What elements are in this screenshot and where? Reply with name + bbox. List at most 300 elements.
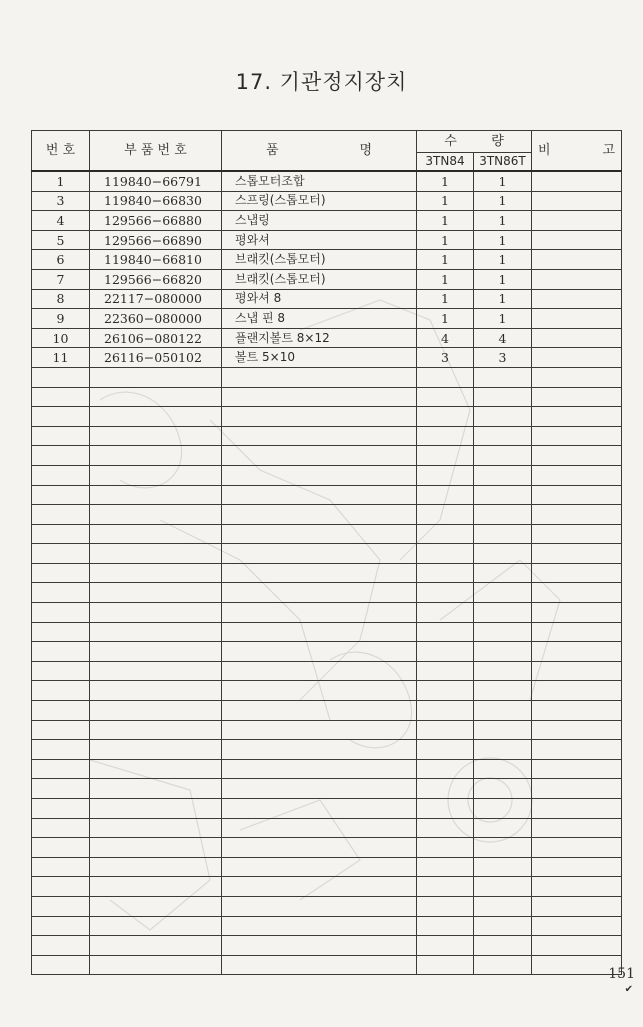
cell-part-no: [90, 759, 222, 779]
table-row: [32, 857, 622, 877]
table-row: [32, 211, 622, 231]
cell-qty-a: [417, 465, 474, 485]
table-row: [32, 309, 622, 329]
header-qty: [417, 131, 532, 153]
cell-no: [32, 916, 90, 936]
cell-name: [222, 740, 417, 760]
cell-qty-b: [474, 701, 532, 721]
parts-table: [31, 130, 622, 975]
cell-qty-b: [474, 955, 532, 975]
cell-no: 10: [32, 328, 90, 348]
page-title: 17. 기관정지장치: [235, 70, 408, 94]
cell-name: 플랜지볼트 8×12: [222, 328, 417, 348]
cell-remark: [532, 818, 622, 838]
cell-qty-b: 1: [474, 309, 532, 329]
cell-remark: [532, 661, 622, 681]
cell-no: 1: [32, 171, 90, 191]
cell-no: [32, 681, 90, 701]
cell-remark: [532, 387, 622, 407]
table-row: [32, 896, 622, 916]
cell-qty-a: 1: [417, 171, 474, 191]
cell-part-no: [90, 955, 222, 975]
cell-remark: [532, 171, 622, 191]
cell-name: [222, 367, 417, 387]
cell-no: [32, 524, 90, 544]
table-row: [32, 701, 622, 721]
cell-qty-a: [417, 563, 474, 583]
cell-name: [222, 387, 417, 407]
cell-name: [222, 936, 417, 956]
cell-remark: [532, 936, 622, 956]
table-row: [32, 387, 622, 407]
cell-qty-a: [417, 701, 474, 721]
cell-name: [222, 896, 417, 916]
cell-remark: [532, 250, 622, 270]
cell-name: [222, 524, 417, 544]
cell-remark: [532, 583, 622, 603]
cell-name: 평와셔: [222, 230, 417, 250]
table-header: [32, 131, 622, 172]
cell-remark: [532, 211, 622, 231]
cell-part-no: 22360−080000: [90, 309, 222, 329]
cell-name: 브래킷(스톱모터): [222, 269, 417, 289]
table-row: [32, 818, 622, 838]
cell-no: [32, 818, 90, 838]
cell-qty-b: [474, 622, 532, 642]
cell-qty-a: 1: [417, 269, 474, 289]
cell-qty-b: 1: [474, 211, 532, 231]
cell-qty-a: [417, 505, 474, 525]
cell-part-no: 26116−050102: [90, 348, 222, 368]
cell-name: [222, 426, 417, 446]
cell-remark: [532, 759, 622, 779]
cell-qty-b: [474, 936, 532, 956]
cell-qty-b: [474, 759, 532, 779]
table-row: [32, 407, 622, 427]
cell-part-no: [90, 877, 222, 897]
cell-qty-b: [474, 505, 532, 525]
cell-qty-b: [474, 740, 532, 760]
table-row: [32, 838, 622, 858]
cell-no: [32, 740, 90, 760]
cell-name: [222, 661, 417, 681]
cell-name: [222, 681, 417, 701]
cell-qty-b: 3: [474, 348, 532, 368]
cell-no: 4: [32, 211, 90, 231]
cell-part-no: [90, 407, 222, 427]
cell-qty-a: [417, 955, 474, 975]
cell-part-no: [90, 544, 222, 564]
table-row: [32, 603, 622, 623]
cell-name: 스냅링: [222, 211, 417, 231]
cell-qty-b: [474, 857, 532, 877]
cell-part-no: [90, 740, 222, 760]
cell-no: [32, 622, 90, 642]
cell-no: [32, 701, 90, 721]
cell-qty-a: 1: [417, 191, 474, 211]
cell-part-no: [90, 505, 222, 525]
cell-part-no: [90, 524, 222, 544]
cell-qty-b: 1: [474, 289, 532, 309]
table-row: [32, 877, 622, 897]
cell-qty-a: 1: [417, 289, 474, 309]
table-row: [32, 642, 622, 662]
table-row: [32, 779, 622, 799]
cell-qty-b: [474, 485, 532, 505]
cell-part-no: 22117−080000: [90, 289, 222, 309]
cell-qty-a: [417, 779, 474, 799]
table-row: [32, 465, 622, 485]
cell-remark: [532, 407, 622, 427]
table-row: [32, 622, 622, 642]
cell-name: [222, 701, 417, 721]
cell-qty-a: 1: [417, 211, 474, 231]
cell-no: [32, 857, 90, 877]
cell-name: [222, 857, 417, 877]
cell-remark: [532, 289, 622, 309]
cell-part-no: [90, 916, 222, 936]
cell-no: [32, 642, 90, 662]
cell-qty-a: [417, 446, 474, 466]
cell-qty-a: [417, 387, 474, 407]
cell-name: [222, 642, 417, 662]
table-row: [32, 759, 622, 779]
cell-remark: [532, 367, 622, 387]
cell-qty-a: [417, 583, 474, 603]
cell-part-no: [90, 583, 222, 603]
cell-part-no: [90, 563, 222, 583]
cell-part-no: 26106−080122: [90, 328, 222, 348]
cell-no: [32, 720, 90, 740]
cell-remark: [532, 799, 622, 819]
cell-qty-b: [474, 407, 532, 427]
cell-no: [32, 367, 90, 387]
cell-qty-b: 1: [474, 191, 532, 211]
cell-no: [32, 505, 90, 525]
table-row: [32, 720, 622, 740]
cell-qty-a: 3: [417, 348, 474, 368]
cell-qty-a: [417, 426, 474, 446]
cell-qty-a: [417, 838, 474, 858]
cell-qty-a: [417, 799, 474, 819]
table-row: [32, 230, 622, 250]
cell-qty-b: [474, 799, 532, 819]
cell-part-no: [90, 426, 222, 446]
page-corner-mark: ✔: [624, 984, 633, 995]
cell-remark: [532, 877, 622, 897]
cell-qty-a: [417, 936, 474, 956]
cell-part-no: [90, 465, 222, 485]
table-row: [32, 583, 622, 603]
cell-name: [222, 583, 417, 603]
cell-part-no: [90, 367, 222, 387]
header-qty-right: 량: [491, 134, 504, 149]
cell-part-no: [90, 681, 222, 701]
cell-qty-a: 4: [417, 328, 474, 348]
cell-part-no: 129566−66890: [90, 230, 222, 250]
cell-qty-b: [474, 367, 532, 387]
cell-qty-a: [417, 622, 474, 642]
header-remark-left: 비: [538, 143, 551, 158]
cell-remark: [532, 544, 622, 564]
table-row: [32, 740, 622, 760]
cell-part-no: [90, 936, 222, 956]
cell-name: [222, 563, 417, 583]
header-no: 번 호: [32, 131, 90, 172]
cell-name: [222, 916, 417, 936]
cell-remark: [532, 603, 622, 623]
cell-name: [222, 465, 417, 485]
cell-remark: [532, 524, 622, 544]
table-row: [32, 799, 622, 819]
cell-part-no: [90, 661, 222, 681]
cell-qty-b: [474, 877, 532, 897]
cell-part-no: 119840−66810: [90, 250, 222, 270]
cell-no: [32, 779, 90, 799]
cell-remark: [532, 896, 622, 916]
cell-qty-a: [417, 407, 474, 427]
cell-no: [32, 896, 90, 916]
table-row: [32, 367, 622, 387]
cell-remark: [532, 269, 622, 289]
cell-name: 스톱모터조합: [222, 171, 417, 191]
table-row: [32, 485, 622, 505]
cell-qty-a: [417, 740, 474, 760]
cell-qty-b: [474, 779, 532, 799]
cell-name: [222, 955, 417, 975]
table-row: [32, 916, 622, 936]
cell-no: 11: [32, 348, 90, 368]
cell-qty-b: [474, 681, 532, 701]
cell-qty-b: [474, 465, 532, 485]
header-remark-right: 고: [602, 143, 615, 158]
cell-name: [222, 603, 417, 623]
cell-qty-a: [417, 818, 474, 838]
cell-qty-b: 1: [474, 171, 532, 191]
cell-qty-b: [474, 642, 532, 662]
cell-part-no: [90, 896, 222, 916]
header-model-b: 3TN86T: [474, 153, 532, 172]
cell-qty-b: [474, 818, 532, 838]
cell-qty-b: [474, 583, 532, 603]
header-name-left: 품: [266, 143, 279, 158]
cell-part-no: 129566−66820: [90, 269, 222, 289]
cell-remark: [532, 701, 622, 721]
cell-qty-b: [474, 446, 532, 466]
cell-qty-b: [474, 524, 532, 544]
cell-part-no: 129566−66880: [90, 211, 222, 231]
cell-part-no: [90, 720, 222, 740]
cell-no: [32, 603, 90, 623]
cell-remark: [532, 485, 622, 505]
cell-remark: [532, 505, 622, 525]
cell-name: [222, 877, 417, 897]
table-row: [32, 250, 622, 270]
cell-qty-a: [417, 524, 474, 544]
cell-qty-a: [417, 896, 474, 916]
cell-part-no: [90, 779, 222, 799]
cell-qty-b: [474, 661, 532, 681]
header-remark: [532, 131, 622, 172]
cell-no: [32, 661, 90, 681]
table-row: [32, 328, 622, 348]
cell-no: [32, 407, 90, 427]
cell-name: 스냅 핀 8: [222, 309, 417, 329]
cell-no: [32, 465, 90, 485]
cell-no: [32, 955, 90, 975]
header-part-no: 부 품 번 호: [90, 131, 222, 172]
table-row: [32, 681, 622, 701]
cell-name: [222, 544, 417, 564]
cell-name: [222, 818, 417, 838]
cell-qty-b: [474, 720, 532, 740]
cell-part-no: [90, 701, 222, 721]
cell-remark: [532, 191, 622, 211]
cell-part-no: [90, 799, 222, 819]
cell-qty-b: 4: [474, 328, 532, 348]
cell-remark: [532, 465, 622, 485]
cell-no: [32, 426, 90, 446]
cell-no: [32, 544, 90, 564]
cell-qty-a: 1: [417, 250, 474, 270]
cell-no: 3: [32, 191, 90, 211]
cell-qty-a: [417, 367, 474, 387]
cell-remark: [532, 720, 622, 740]
cell-part-no: 119840−66830: [90, 191, 222, 211]
table-body: [32, 171, 622, 975]
cell-qty-a: [417, 661, 474, 681]
cell-qty-a: [417, 544, 474, 564]
cell-qty-b: 1: [474, 250, 532, 270]
cell-no: [32, 583, 90, 603]
table-row: [32, 524, 622, 544]
cell-name: [222, 446, 417, 466]
table-row: [32, 269, 622, 289]
table-row: [32, 936, 622, 956]
cell-qty-a: [417, 857, 474, 877]
cell-no: 6: [32, 250, 90, 270]
cell-remark: [532, 426, 622, 446]
table-row: [32, 563, 622, 583]
header-name: [222, 131, 417, 172]
cell-remark: [532, 681, 622, 701]
cell-name: [222, 779, 417, 799]
cell-no: [32, 936, 90, 956]
cell-part-no: [90, 485, 222, 505]
page-number: 151: [608, 966, 635, 982]
cell-remark: [532, 642, 622, 662]
table-row: [32, 955, 622, 975]
cell-name: 스프링(스톱모터): [222, 191, 417, 211]
cell-qty-a: [417, 485, 474, 505]
cell-no: [32, 759, 90, 779]
cell-no: [32, 387, 90, 407]
cell-remark: [532, 230, 622, 250]
cell-qty-a: [417, 642, 474, 662]
table-row: [32, 426, 622, 446]
cell-name: [222, 622, 417, 642]
table-row: [32, 171, 622, 191]
cell-remark: [532, 838, 622, 858]
cell-qty-b: [474, 916, 532, 936]
cell-no: [32, 563, 90, 583]
cell-no: 5: [32, 230, 90, 250]
cell-remark: [532, 446, 622, 466]
cell-qty-a: [417, 759, 474, 779]
cell-qty-a: [417, 877, 474, 897]
cell-part-no: 119840−66791: [90, 171, 222, 191]
cell-qty-b: [474, 563, 532, 583]
header-model-a: 3TN84: [417, 153, 474, 172]
table-row: [32, 661, 622, 681]
cell-qty-b: [474, 387, 532, 407]
cell-no: 9: [32, 309, 90, 329]
cell-qty-b: [474, 896, 532, 916]
cell-name: [222, 485, 417, 505]
cell-remark: [532, 348, 622, 368]
cell-part-no: [90, 603, 222, 623]
header-qty-left: 수: [444, 134, 457, 149]
cell-no: [32, 485, 90, 505]
cell-qty-a: [417, 681, 474, 701]
cell-qty-a: [417, 603, 474, 623]
cell-remark: [532, 328, 622, 348]
cell-remark: [532, 916, 622, 936]
table-row: [32, 289, 622, 309]
cell-remark: [532, 779, 622, 799]
table-row: [32, 348, 622, 368]
cell-remark: [532, 622, 622, 642]
cell-remark: [532, 740, 622, 760]
cell-part-no: [90, 446, 222, 466]
cell-name: [222, 838, 417, 858]
table-row: [32, 446, 622, 466]
cell-qty-a: [417, 720, 474, 740]
cell-qty-b: [474, 426, 532, 446]
cell-qty-b: 1: [474, 230, 532, 250]
cell-no: [32, 838, 90, 858]
table-row: [32, 544, 622, 564]
cell-part-no: [90, 622, 222, 642]
cell-qty-a: 1: [417, 309, 474, 329]
cell-name: [222, 799, 417, 819]
cell-part-no: [90, 642, 222, 662]
cell-name: [222, 759, 417, 779]
cell-name: 평와셔 8: [222, 289, 417, 309]
cell-qty-b: 1: [474, 269, 532, 289]
cell-no: [32, 446, 90, 466]
table-row: [32, 505, 622, 525]
cell-name: [222, 505, 417, 525]
cell-remark: [532, 309, 622, 329]
cell-qty-b: [474, 838, 532, 858]
cell-qty-b: [474, 603, 532, 623]
cell-qty-a: [417, 916, 474, 936]
cell-part-no: [90, 857, 222, 877]
header-name-right: 명: [359, 143, 372, 158]
cell-part-no: [90, 387, 222, 407]
cell-no: [32, 799, 90, 819]
cell-part-no: [90, 818, 222, 838]
cell-qty-b: [474, 544, 532, 564]
cell-name: [222, 720, 417, 740]
cell-name: [222, 407, 417, 427]
cell-qty-a: 1: [417, 230, 474, 250]
cell-name: 브래킷(스톱모터): [222, 250, 417, 270]
cell-name: 볼트 5×10: [222, 348, 417, 368]
cell-no: [32, 877, 90, 897]
cell-remark: [532, 857, 622, 877]
